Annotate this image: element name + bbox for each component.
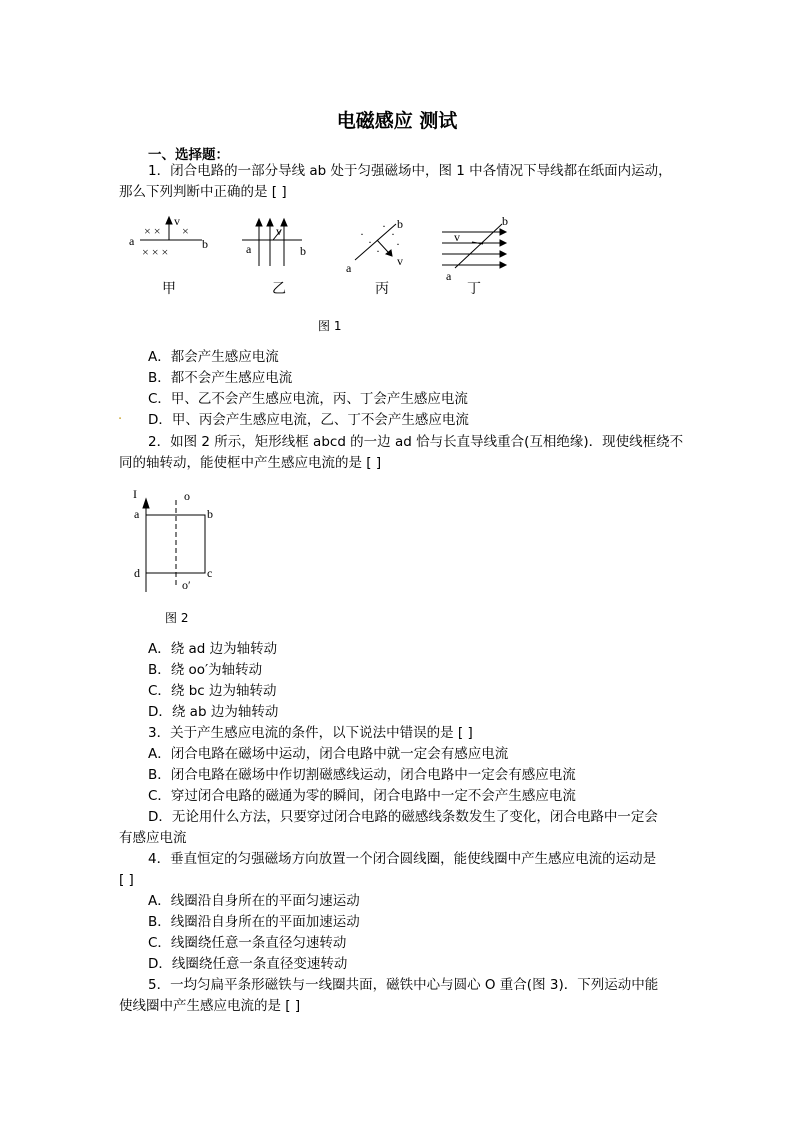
fig1-bing-dot-5: ·	[376, 244, 380, 258]
q2-option-b: B．绕 oo′为轴转动	[148, 662, 263, 678]
fig1-caption: 图 1	[318, 319, 342, 333]
q4-text-line2: [ ]	[119, 872, 134, 888]
q5-text-line2: 使线圈中产生感应电流的是 [ ]	[119, 998, 301, 1014]
fig1-yi-label-v: v	[276, 224, 282, 238]
fig2-label-d: d	[134, 566, 140, 580]
q2-text-line1: 2．如图 2 所示，矩形线框 abcd 的一边 ad 恰与长直导线重合(互相绝缘)．现使线框绕不	[148, 434, 684, 450]
q4-option-d: D．线圈绕任意一条直径变速转动	[148, 956, 348, 972]
q3-option-c: C．穿过闭合电路的磁通为零的瞬间，闭合电路中一定不会产生感应电流	[148, 788, 576, 804]
fig1-bing-dot-6: ·	[396, 237, 400, 251]
fig1-bing-label-b: b	[397, 217, 403, 231]
q3-text: 3．关于产生感应电流的条件，以下说法中错误的是 [ ]	[148, 725, 473, 741]
q1-option-b: B．都不会产生感应电流	[148, 370, 293, 386]
q2-option-c: C．绕 bc 边为轴转动	[148, 683, 277, 699]
q1-option-d: D．甲、丙会产生感应电流，乙、丁不会产生感应电流	[148, 412, 469, 428]
figure-2	[125, 480, 235, 595]
fig1-bing-label-v: v	[397, 254, 403, 268]
fig2-label-o: o	[184, 489, 190, 503]
fig1-label-yi: 乙	[272, 281, 286, 297]
q4-text-line1: 4．垂直恒定的匀强磁场方向放置一个闭合圆线圈，能使线圈中产生感应电流的运动是	[148, 851, 657, 867]
fig1-bing-dot-3: ·	[368, 235, 372, 249]
fig1-panel-ding	[442, 224, 506, 268]
fig1-bing-label-a: a	[346, 261, 352, 275]
fig2-label-c: c	[207, 566, 213, 580]
figure-1	[120, 208, 520, 318]
page-title: 电磁感应 测试	[336, 110, 458, 132]
section-heading: 一、选择题：	[148, 147, 229, 163]
q3-option-d-continued: 有感应电流	[119, 830, 187, 846]
q1-option-a: A．都会产生感应电流	[148, 349, 279, 365]
fig2-label-b: b	[207, 507, 213, 521]
q2-option-d: D．绕 ab 边为轴转动	[148, 704, 279, 720]
q2-text-line2: 同的轴转动，能使框中产生感应电流的是 [ ]	[119, 455, 382, 471]
fig2-label-a: a	[134, 507, 140, 521]
fig1-bing-dot-4: ·	[391, 227, 395, 241]
fig1-ding-label-v: v	[454, 230, 460, 244]
q3-option-a: A．闭合电路在磁场中运动，闭合电路中就一定会有感应电流	[148, 746, 509, 762]
fig1-label-jia: 甲	[162, 281, 176, 297]
fig1-label-bing: 丙	[375, 281, 389, 297]
q3-option-b: B．闭合电路在磁场中作切割磁感线运动，闭合电路中一定会有感应电流	[148, 767, 576, 783]
stray-dot-mark: ·	[118, 412, 123, 427]
fig1-jia-label-a: a	[129, 234, 135, 248]
fig1-jia-crosses-top: × ×	[144, 224, 161, 238]
q3-option-d: D．无论用什么方法，只要穿过闭合电路的磁感线条数发生了变化，闭合电路中一定会	[148, 809, 658, 825]
fig1-label-ding: 丁	[467, 281, 481, 297]
q1-text-line1: 1．闭合电路的一部分导线 ab 处于匀强磁场中，图 1 中各情况下导线都在纸面内运动，	[148, 163, 672, 179]
fig1-bing-dot-1: ·	[360, 227, 364, 241]
q5-text-line1: 5．一均匀扁平条形磁铁与一线圈共面，磁铁中心与圆心 O 重合(图 3)．下列运动中能	[148, 977, 659, 993]
fig2-label-o-prime: o′	[182, 578, 191, 592]
fig1-ding-label-a: a	[446, 269, 452, 283]
fig1-jia-crosses-bottom: × × ×	[142, 245, 169, 259]
fig1-yi-label-b: b	[300, 244, 306, 258]
fig2-caption: 图 2	[165, 611, 189, 625]
fig1-jia-cross-right: ×	[182, 224, 189, 238]
fig1-jia-label-b: b	[202, 237, 208, 251]
fig2-label-i: I	[133, 487, 137, 501]
fig1-yi-label-a: a	[246, 242, 252, 256]
q1-text-line2: 那么下列判断中正确的是 [ ]	[119, 184, 287, 200]
q4-option-c: C．线圈绕任意一条直径匀速转动	[148, 935, 347, 951]
fig1-jia-label-v: v	[174, 214, 180, 228]
q4-option-b: B．线圈沿自身所在的平面加速运动	[148, 914, 360, 930]
q4-option-a: A．线圈沿自身所在的平面匀速运动	[148, 893, 360, 909]
q1-option-c: C．甲、乙不会产生感应电流，丙、丁会产生感应电流	[148, 391, 468, 407]
fig1-bing-dot-2: ·	[382, 219, 386, 233]
fig1-ding-label-b: b	[502, 214, 508, 228]
q2-option-a: A．绕 ad 边为轴转动	[148, 641, 278, 657]
